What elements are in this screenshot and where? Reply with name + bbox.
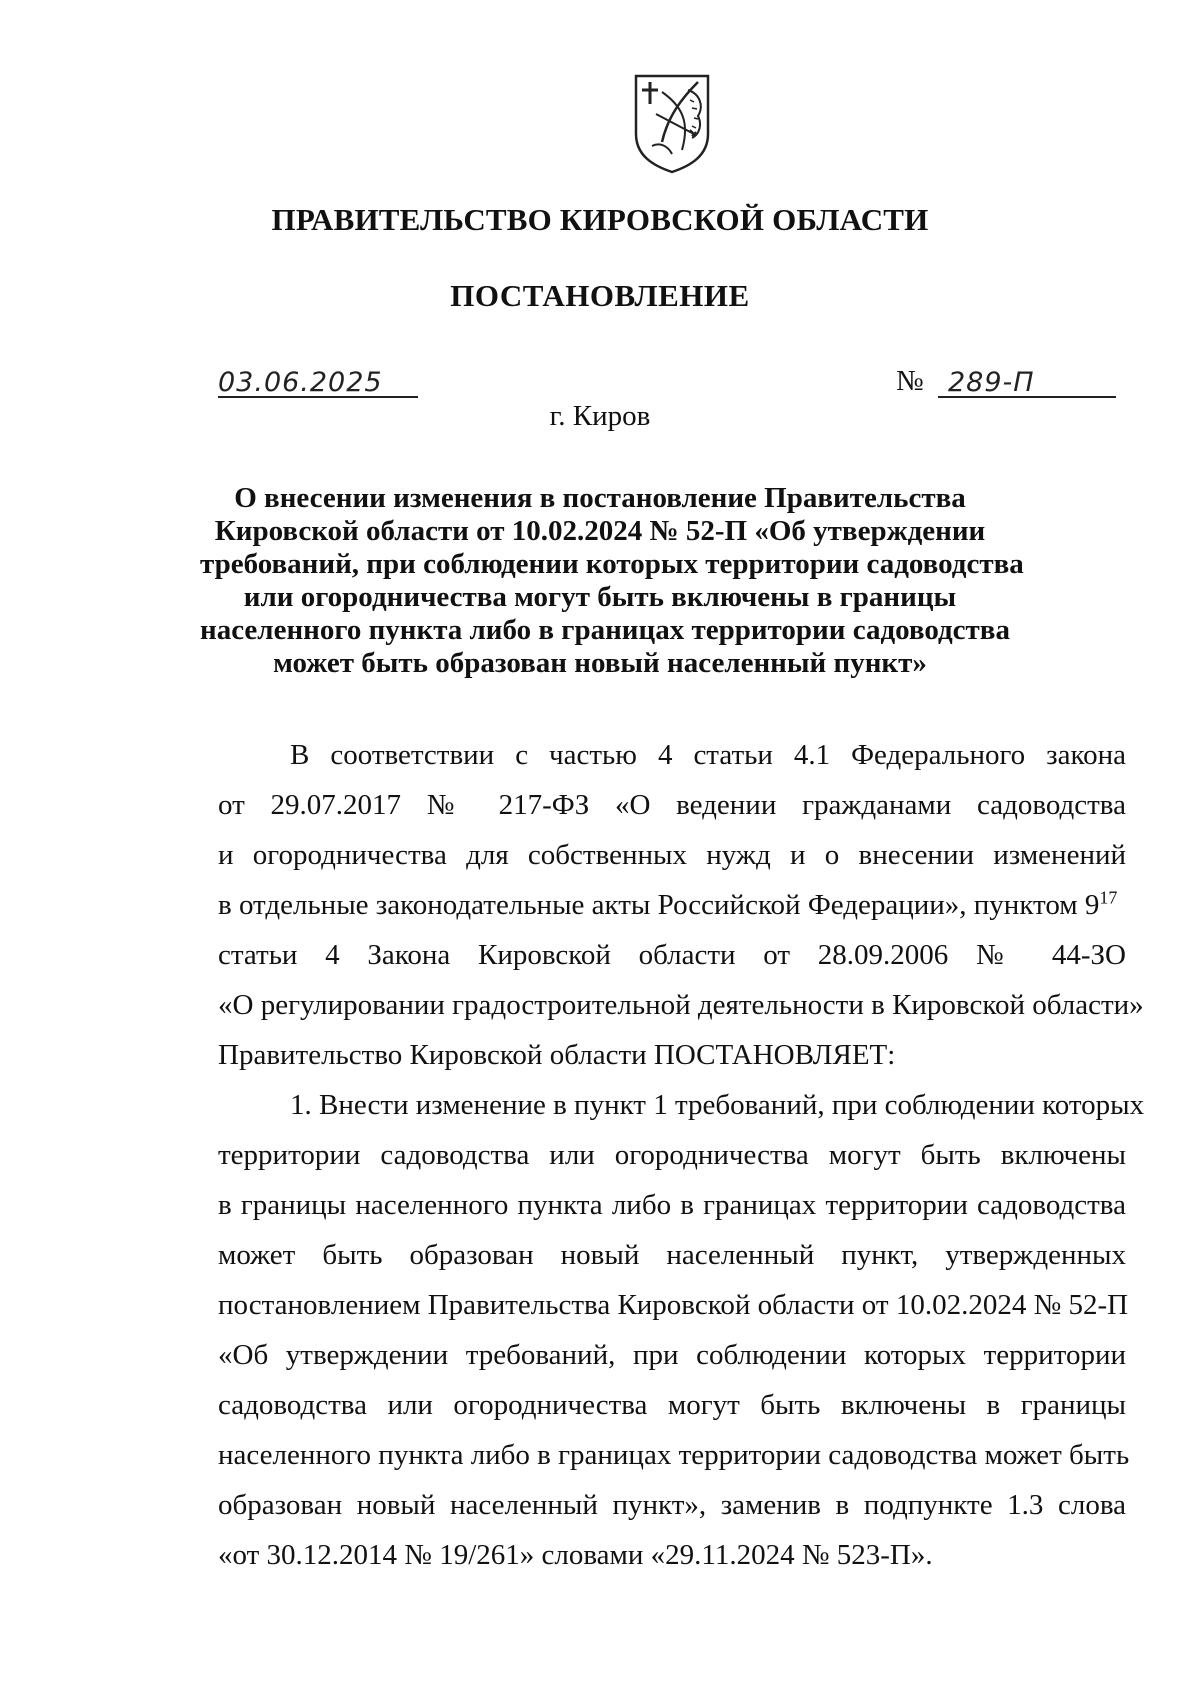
date-field [218,366,418,398]
preamble-line-with-superscript [218,880,1126,930]
preamble-line: от 29.07.2017 № 217-ФЗ «О ведении гражданами садоводства [218,789,1126,821]
item1-line: может быть образован новый населенный пункт, утвержденных [218,1239,1126,1271]
document-type: ПОСТАНОВЛЕНИЕ [450,278,750,313]
document-body [218,730,1145,1580]
date-value: 03.06.2025 [218,367,383,398]
number-value: 289-П [948,367,1035,398]
item1-line: образован новый населенный пункт», заменив в подпункте 1.3 слова [218,1489,1126,1521]
item1-line: садоводства или огородничества могут быть включены в границы [218,1389,1126,1421]
preamble-line: Правительство Кировской области ПОСТАНОВЛЯЕТ: [218,1039,896,1071]
title-line: Кировской области от 10.02.2024 № 52-П «Об утверждении [214,515,986,547]
preamble-line: статьи 4 Закона Кировской области от 28.09.2006 № 44-ЗО [218,939,1126,971]
preamble-line: «О регулировании градостроительной деятельности в Кировской области» [218,989,1144,1021]
title-line: может быть образован новый населенный пункт» [273,647,927,679]
preamble-line: и огородничества для собственных нужд и о внесении изменений [218,839,1126,871]
item1-line: в границы населенного пункта либо в границах территории садоводства [218,1189,1126,1221]
coat-of-arms-icon [632,72,712,174]
preamble-line: В соответствии с частью 4 статьи 4.1 Федерального закона [290,739,1126,771]
title-line: населенного пункта либо в границах территории садоводства [200,614,1010,646]
item1-line: территории садоводства или огородничества могут быть включены [218,1139,1126,1171]
title-line: требований, при соблюдении которых территории садоводства [200,548,1024,580]
city: г. Киров [549,400,651,432]
item1-line: «Об утверждении требований, при соблюдении которых территории [218,1339,1126,1371]
number-field [896,366,1116,398]
superscript: 17 [1099,887,1118,908]
number-sign: № [896,365,924,397]
preamble-line-text: в отдельные законодательные акты Российской Федерации», пунктом 9 [218,889,1100,921]
title-line: О внесении изменения в постановление Правительства [234,482,966,514]
item1-line: «от 30.12.2014 № 19/261» словами «29.11.2024 № 523-П». [218,1539,933,1571]
document-title [200,482,1024,680]
title-line: или огородничества могут быть включены в границы [243,581,957,613]
organization-name: ПРАВИТЕЛЬСТВО КИРОВСКОЙ ОБЛАСТИ [271,202,929,237]
item1-line: постановлением Правительства Кировской области от 10.02.2024 № 52-П [218,1289,1129,1321]
item1-line: населенного пункта либо в границах территории садоводства может быть [218,1439,1130,1471]
item1-line: 1. Внести изменение в пункт 1 требований, при соблюдении которых [290,1089,1145,1121]
